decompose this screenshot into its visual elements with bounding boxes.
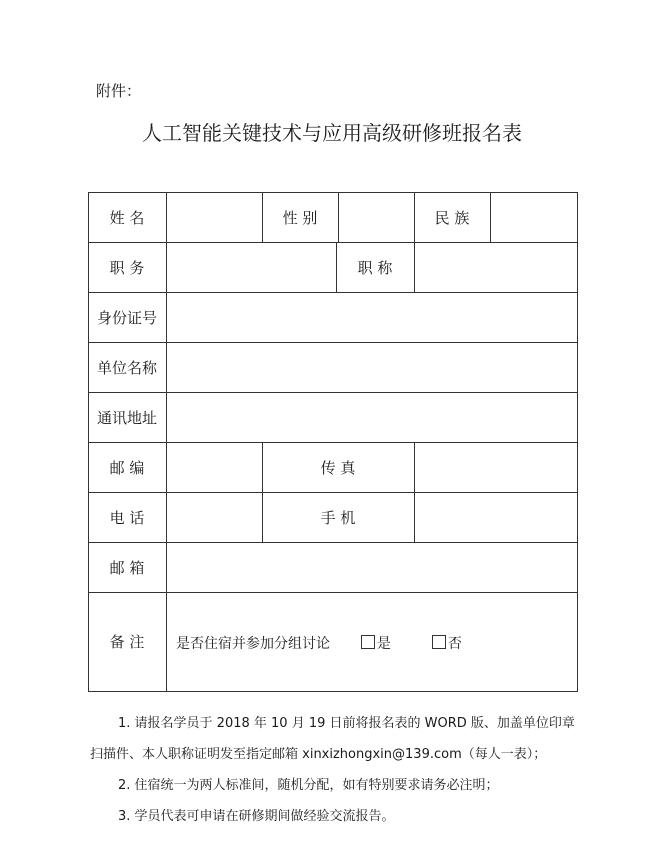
note-3: 3. 学员代表可申请在研修期间做经验交流报告。 (118, 809, 395, 824)
remarks-label: 备 注 (109, 633, 145, 651)
attachment-label: 附件： (96, 82, 142, 100)
address-label: 通讯地址 (96, 408, 157, 427)
note-1-line-1: 1. 请报名学员于 2018 年 10 月 19 日前将报名表的 WORD 版、加盖单位印章 (118, 716, 575, 731)
no-checkbox[interactable] (432, 635, 446, 649)
email-label: 邮 箱 (109, 558, 145, 577)
note-1-line-2: 扫描件、本人职称证明发至指定邮箱 xinxizhongxin@139.com（每人一表）； (90, 747, 547, 762)
name-label: 姓 名 (109, 208, 145, 227)
ethnicity-label: 民 族 (434, 208, 470, 227)
no-option-label: 否 (447, 636, 462, 652)
table-border (88, 691, 578, 692)
employer-label: 单位名称 (96, 358, 157, 377)
email-field[interactable] (167, 542, 577, 592)
postcode-field[interactable] (167, 442, 262, 492)
fax-label: 传 真 (320, 458, 356, 477)
id-number-label: 身份证号 (96, 308, 157, 327)
phone-field[interactable] (167, 492, 262, 542)
yes-option-label: 是 (376, 636, 391, 652)
postcode-label: 邮 编 (109, 458, 145, 477)
registration-form-table (88, 192, 578, 692)
name-field[interactable] (167, 192, 262, 242)
gender-field[interactable] (339, 192, 414, 242)
fax-field[interactable] (415, 442, 577, 492)
phone-label: 电 话 (109, 508, 145, 527)
gender-label: 性 别 (282, 208, 318, 227)
position-field[interactable] (167, 242, 336, 292)
table-border (577, 192, 578, 692)
mobile-label: 手 机 (320, 508, 356, 527)
remarks-content (176, 633, 462, 653)
mobile-field[interactable] (415, 492, 577, 542)
address-field[interactable] (167, 392, 577, 442)
note-2: 2. 住宿统一为两人标准间，随机分配，如有特别要求请务必注明； (118, 778, 499, 793)
position-label: 职 务 (109, 258, 145, 277)
page-title: 人工智能关键技术与应用高级研修班报名表 (142, 121, 522, 145)
ethnicity-field[interactable] (491, 192, 577, 242)
professional-title-field[interactable] (415, 242, 577, 292)
employer-field[interactable] (167, 342, 577, 392)
professional-title-label: 职 称 (357, 258, 393, 277)
notes-section (90, 708, 575, 832)
id-number-field[interactable] (167, 292, 577, 342)
accommodation-question: 是否住宿并参加分组讨论 (176, 636, 330, 652)
yes-checkbox[interactable] (361, 635, 375, 649)
